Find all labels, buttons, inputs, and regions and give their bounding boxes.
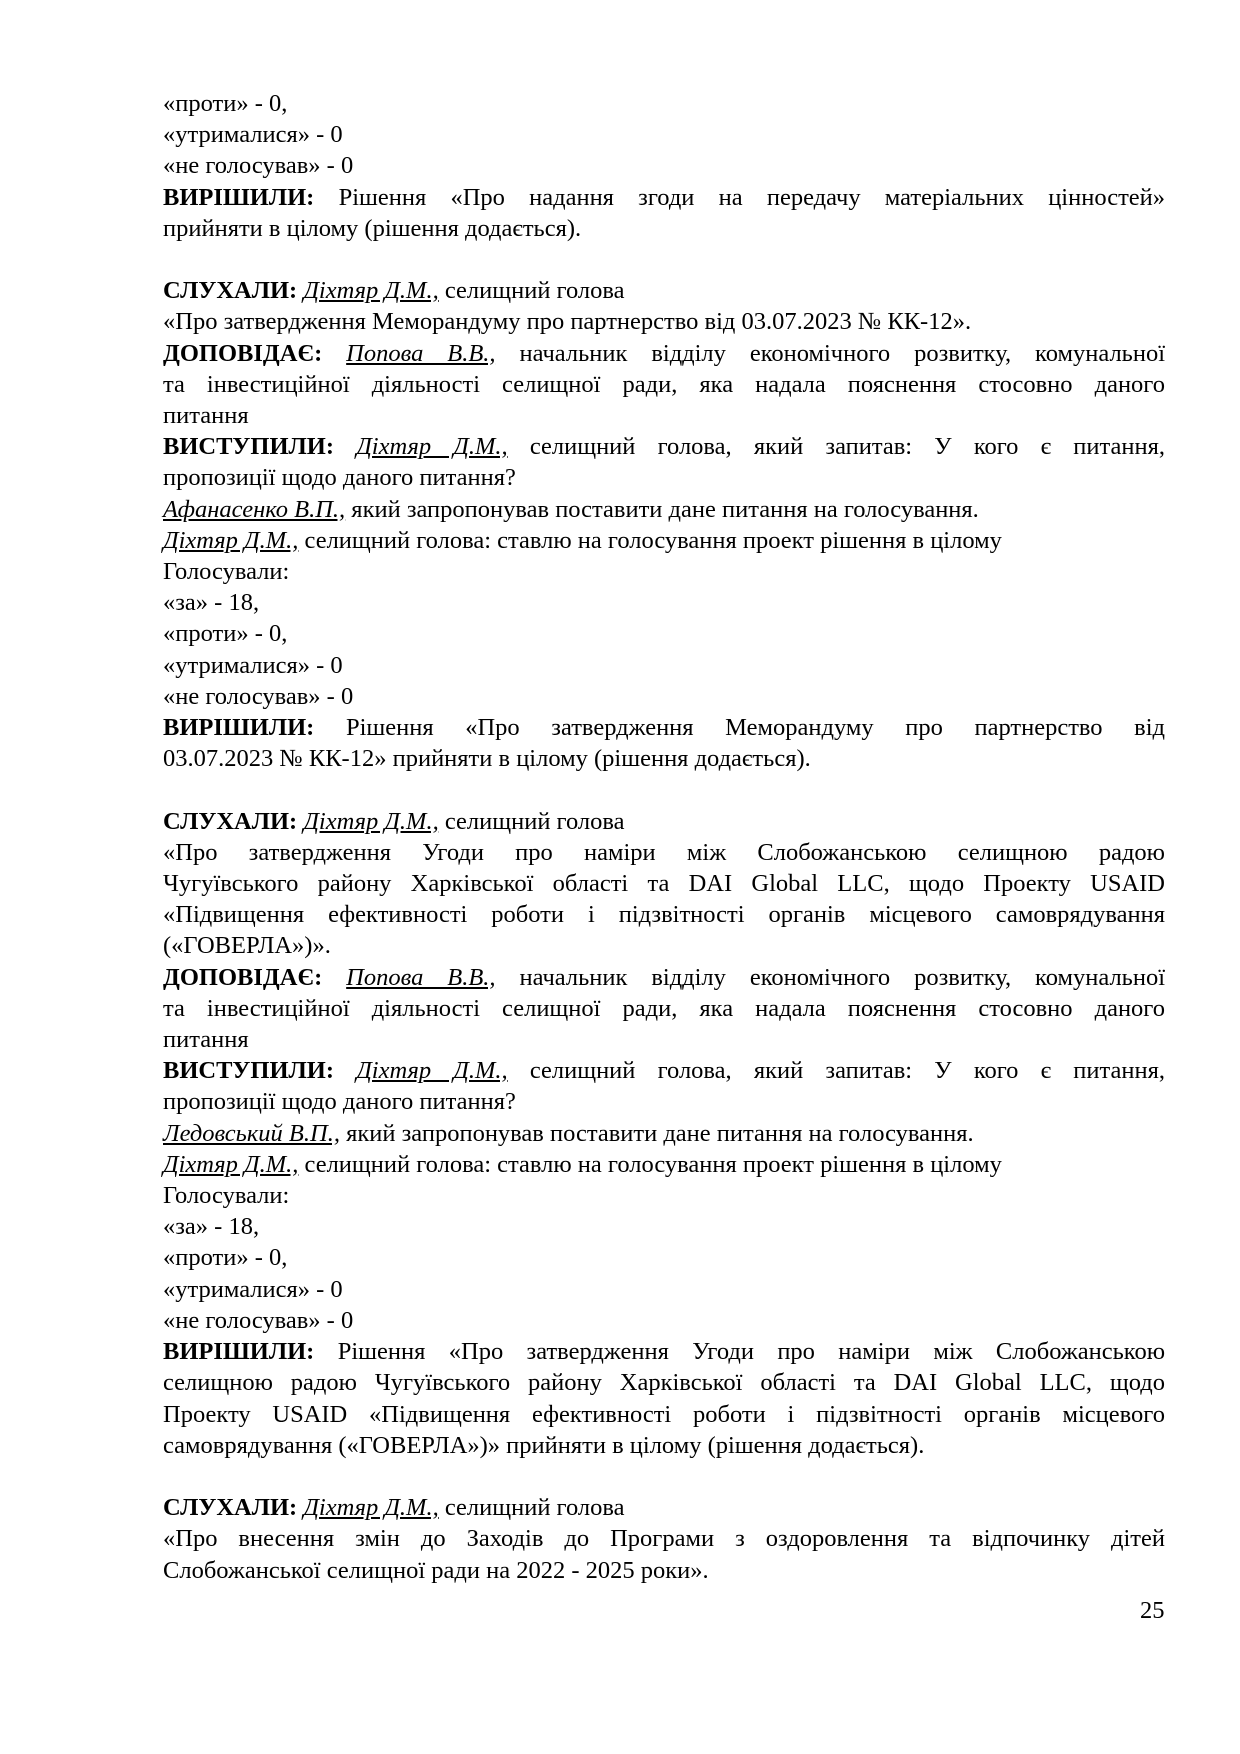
line-text: самоврядування («ГОВЕРЛА»)» прийняти в цілому (рішення додається). xyxy=(163,1431,925,1459)
text-line xyxy=(163,182,1165,213)
text-line xyxy=(163,400,1165,431)
text-line xyxy=(163,993,1165,1024)
text-line xyxy=(163,1399,1165,1430)
person-name: Діхтяр Д.М., xyxy=(163,526,299,554)
text-line xyxy=(163,1274,1165,1305)
section-label: СЛУХАЛИ: xyxy=(163,807,298,835)
text-line xyxy=(163,88,1165,119)
text-line xyxy=(163,338,1165,369)
text-line xyxy=(163,618,1165,649)
document-page xyxy=(163,88,1165,1586)
section-label: ВИСТУПИЛИ: xyxy=(163,433,334,461)
text-line xyxy=(163,1024,1165,1055)
page-number: 25 xyxy=(1140,1597,1165,1624)
text-line xyxy=(163,1305,1165,1336)
line-text: «не голосував» - 0 xyxy=(163,1306,354,1334)
section-label: ДОПОВІДАЄ: xyxy=(163,339,323,367)
line-text: селищний голова: ставлю на голосування проект рішення в цілому xyxy=(298,526,1002,554)
text-line xyxy=(163,275,1165,306)
text-line xyxy=(163,119,1165,150)
section-label: СЛУХАЛИ: xyxy=(163,1494,298,1522)
text-line xyxy=(163,837,1165,868)
line-text: Рішення «Про затвердження Меморандуму про партнерство від xyxy=(345,714,1165,742)
line-text: Проекту USAID «Підвищення ефективності роботи і підзвітності органів місцевого xyxy=(163,1400,1165,1428)
line-text: «Про затвердження Меморандуму про партнерство від 03.07.2023 № КК-12». xyxy=(163,308,972,336)
paragraph-gap xyxy=(163,1461,1165,1492)
text-line xyxy=(163,1242,1165,1273)
text-line xyxy=(163,868,1165,899)
text-line xyxy=(163,369,1165,400)
section-label: ДОПОВІДАЄ: xyxy=(163,963,323,991)
text-line xyxy=(163,1367,1165,1398)
text-line xyxy=(163,1523,1165,1554)
paragraph-gap xyxy=(163,774,1165,805)
line-text: селищний голова, який запитав: У кого є питання, xyxy=(507,1057,1166,1085)
line-text: селищний голова, який запитав: У кого є питання, xyxy=(507,433,1166,461)
person-name: Діхтяр Д.М., xyxy=(356,1057,508,1085)
text-line xyxy=(163,462,1165,493)
text-line xyxy=(163,899,1165,930)
line-text: «Про затвердження Угоди про наміри між Слобожанською селищною радою xyxy=(163,838,1165,866)
text-line xyxy=(163,743,1165,774)
section-label: ВИРІШИЛИ: xyxy=(163,183,315,211)
line-text: начальник відділу економічного розвитку, комунальної xyxy=(495,963,1166,991)
text-line xyxy=(163,1118,1165,1149)
line-text: питання xyxy=(163,1026,249,1054)
person-name: Афанасенко В.П., xyxy=(163,495,346,523)
line-text: «Підвищення ефективності роботи і підзвітності органів місцевого самоврядування xyxy=(163,901,1165,929)
section-label: ВИРІШИЛИ: xyxy=(163,1338,315,1366)
person-name: Діхтяр Д.М., xyxy=(303,1494,439,1522)
line-text: селищний голова xyxy=(438,1494,625,1522)
line-text: 03.07.2023 № КК-12» прийняти в цілому (рішення додається). xyxy=(163,745,811,773)
line-text: та інвестиційної діяльності селищної ради, яка надала пояснення стосовно даного xyxy=(163,370,1165,398)
line-text: прийняти в цілому (рішення додається). xyxy=(163,214,582,242)
text-line xyxy=(163,213,1165,244)
line-text: «проти» - 0, xyxy=(163,90,288,117)
text-line xyxy=(163,150,1165,181)
text-line xyxy=(163,1149,1165,1180)
person-name: Попова В.В., xyxy=(346,339,496,367)
person-name: Попова В.В., xyxy=(346,963,496,991)
section-label: ВИРІШИЛИ: xyxy=(163,714,315,742)
person-name: Діхтяр Д.М., xyxy=(303,807,439,835)
text-line xyxy=(163,556,1165,587)
line-text: селищний голова xyxy=(438,277,625,305)
person-name: Діхтяр Д.М., xyxy=(303,277,439,305)
person-name: Діхтяр Д.М., xyxy=(163,1150,299,1178)
line-text: «Про внесення змін до Заходів до Програми з оздоровлення та відпочинку дітей xyxy=(163,1525,1165,1553)
person-name: Ледовський В.П., xyxy=(163,1119,340,1147)
section-label: ВИСТУПИЛИ: xyxy=(163,1057,334,1085)
text-line xyxy=(163,306,1165,337)
text-line xyxy=(163,650,1165,681)
line-text: «утрималися» - 0 xyxy=(163,121,343,149)
line-text: «проти» - 0, xyxy=(163,1244,288,1272)
section-label: СЛУХАЛИ: xyxy=(163,277,298,305)
line-text: та інвестиційної діяльності селищної ради, яка надала пояснення стосовно даного xyxy=(163,994,1165,1022)
line-text: («ГОВЕРЛА»)». xyxy=(163,932,331,960)
text-line xyxy=(163,1211,1165,1242)
text-line xyxy=(163,712,1165,743)
text-line xyxy=(163,806,1165,837)
line-text: «не голосував» - 0 xyxy=(163,152,354,180)
text-line xyxy=(163,1492,1165,1523)
text-line xyxy=(163,1055,1165,1086)
text-line xyxy=(163,930,1165,961)
line-text: «за» - 18, xyxy=(163,1213,260,1241)
line-text: пропозиції щодо даного питання? xyxy=(163,464,516,492)
text-line xyxy=(163,962,1165,993)
line-text: селищний голова xyxy=(438,807,625,835)
line-text: начальник відділу економічного розвитку, комунальної xyxy=(495,339,1166,367)
line-text: який запропонував поставити дане питання на голосування. xyxy=(345,495,979,523)
line-text: пропозиції щодо даного питання? xyxy=(163,1088,516,1116)
text-line xyxy=(163,1336,1165,1367)
line-text: Голосували: xyxy=(163,558,290,586)
text-line xyxy=(163,1430,1165,1461)
line-text: Слобожанської селищної ради на 2022 - 2025 роки». xyxy=(163,1556,709,1584)
line-text: «проти» - 0, xyxy=(163,620,288,648)
line-text: Голосували: xyxy=(163,1182,290,1210)
line-text: Рішення «Про надання згоди на передачу матеріальних цінностей» xyxy=(338,183,1166,211)
text-line xyxy=(163,431,1165,462)
line-text: «не голосував» - 0 xyxy=(163,682,354,710)
line-text: Чугуївського району Харківської області та DAI Global LLC, щодо Проекту USAID xyxy=(163,870,1165,898)
line-text: «утрималися» - 0 xyxy=(163,651,343,679)
line-text: Рішення «Про затвердження Угоди про наміри між Слобожанською xyxy=(337,1338,1166,1366)
paragraph-gap xyxy=(163,244,1165,275)
line-text: селищною радою Чугуївського району Харківської області та DAI Global LLC, щодо xyxy=(163,1369,1165,1397)
text-line xyxy=(163,1555,1165,1586)
line-text: «за» - 18, xyxy=(163,589,260,617)
text-line xyxy=(163,587,1165,618)
line-text: питання xyxy=(163,402,249,430)
line-text: який запропонував поставити дане питання на голосування. xyxy=(339,1119,974,1147)
person-name: Діхтяр Д.М., xyxy=(356,433,508,461)
text-line xyxy=(163,525,1165,556)
text-line xyxy=(163,494,1165,525)
text-line xyxy=(163,1086,1165,1117)
text-line xyxy=(163,681,1165,712)
line-text: «утрималися» - 0 xyxy=(163,1275,343,1303)
text-line xyxy=(163,1180,1165,1211)
line-text: селищний голова: ставлю на голосування проект рішення в цілому xyxy=(298,1150,1002,1178)
